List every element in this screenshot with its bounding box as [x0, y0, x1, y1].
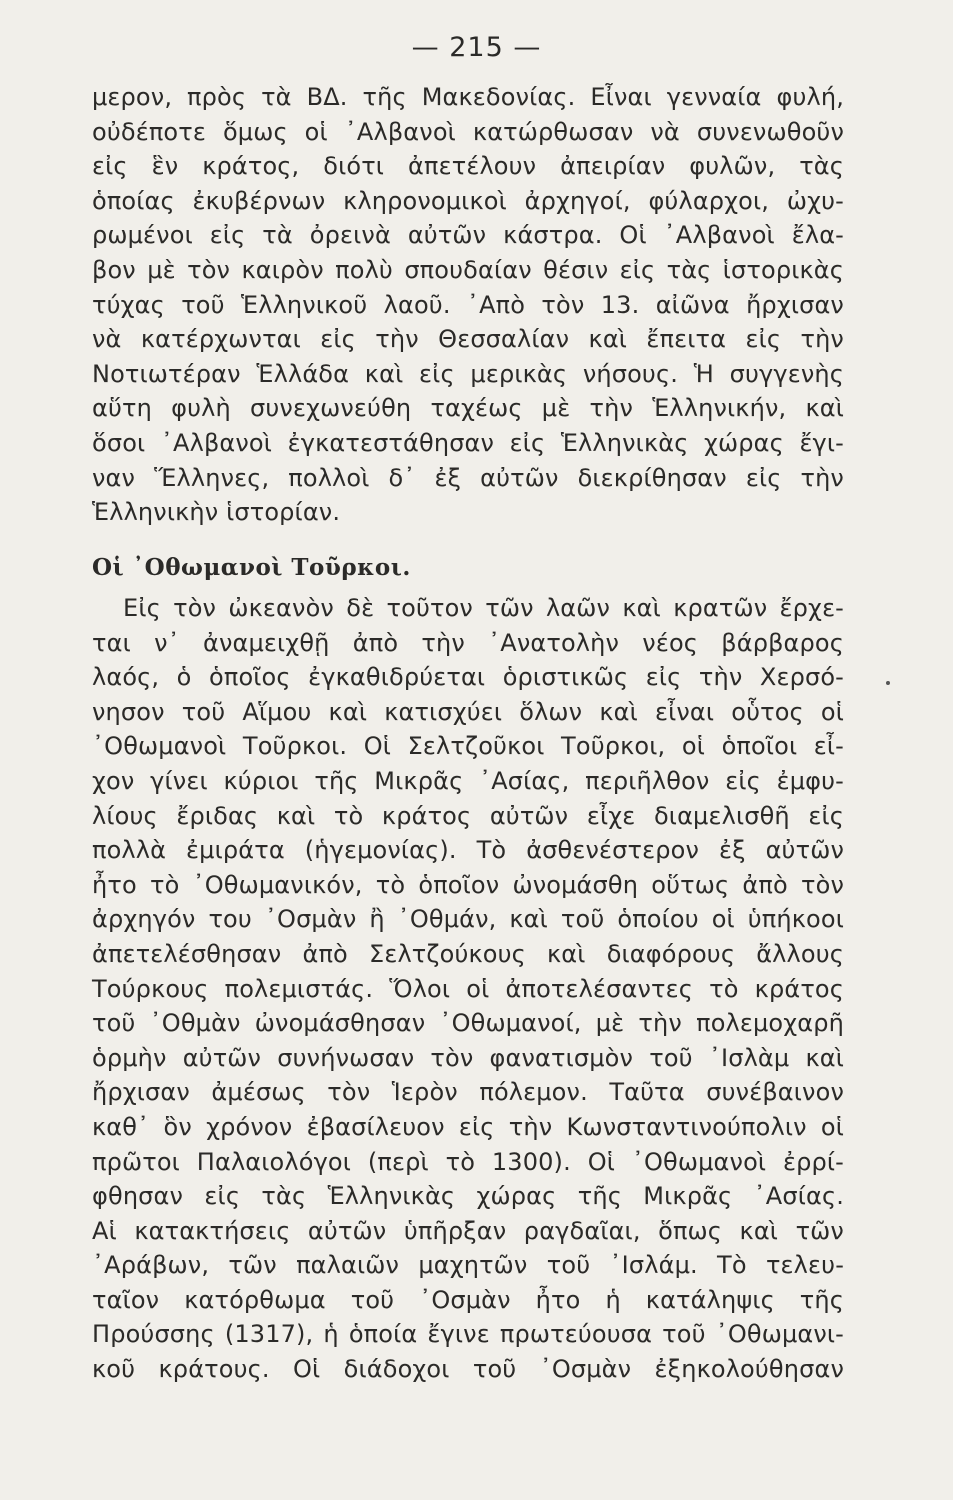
text-line: ὁρμὴν αὐτῶν συνήνωσαν τὸν φανατισμὸν τοῦ ᾿Ισλὰμ καὶ: [92, 1043, 844, 1072]
text-line: νησον τοῦ Αἵμου καὶ κατισχύει ὅλων καὶ εἶναι οὗτος οἱ: [92, 697, 844, 726]
text-line: Νοτιωτέραν Ἑλλάδα καὶ εἰς μερικὰς νήσους. Ἡ συγγενὴς: [92, 359, 844, 388]
paragraph-albanians: [92, 80, 844, 530]
margin-mark: [886, 681, 890, 685]
text-line: λαός, ὁ ὁποῖος ἐγκαθιδρύεται ὁριστικῶς εἰς τὴν Χερσό-: [92, 663, 844, 692]
text-line: Ἑλληνικὴν ἱστορίαν.: [92, 498, 341, 527]
paragraph-ottoman-turks: [92, 591, 844, 1387]
text-line: ᾿Οθωμανοὶ Τοῦρκοι. Οἱ Σελτζοῦκοι Τοῦρκοι, οἱ ὁποῖοι εἶ-: [92, 732, 844, 761]
text-line: ται ν᾿ ἀναμειχθῇ ἀπὸ τὴν ᾿Ανατολὴν νέος βάρβαρος: [92, 628, 844, 657]
text-line: νὰ κατέρχωνται εἰς τὴν Θεσσαλίαν καὶ ἔπειτα εἰς τὴν: [92, 325, 844, 354]
text-line: Τούρκους πολεμιστάς. Ὅλοι οἱ ἀποτελέσαντες τὸ κράτος: [92, 974, 844, 1003]
text-line: εἰς ἓν κράτος, διότι ἀπετέλουν ἀπειρίαν φυλῶν, τὰς: [92, 152, 844, 181]
text-line: ᾿Αράβων, τῶν παλαιῶν μαχητῶν τοῦ ᾿Ισλάμ. Τὸ τελευ-: [92, 1251, 844, 1280]
text-line: Προύσσης (1317), ἡ ὁποία ἔγινε πρωτεύουσα τοῦ ᾿Οθωμανι-: [92, 1320, 844, 1349]
text-line: ρωμένοι εἰς τὰ ὀρεινὰ αὐτῶν κάστρα. Οἱ ᾿Αλβανοὶ ἔλα-: [92, 221, 844, 250]
text-line: ὅσοι ᾿Αλβανοὶ ἐγκατεστάθησαν εἰς Ἑλληνικὰς χώρας ἔγι-: [92, 428, 844, 457]
text-line: οὐδέποτε ὅμως οἱ ᾿Αλβανοὶ κατώρθωσαν νὰ συνενωθοῦν: [92, 117, 844, 146]
text-line: βον μὲ τὸν καιρὸν πολὺ σπουδαίαν θέσιν εἰς τὰς ἱστορικὰς: [92, 255, 844, 284]
text-line: λίους ἔριδας καὶ τὸ κράτος αὐτῶν εἶχε διαμελισθῆ εἰς: [92, 801, 844, 830]
text-line: κοῦ κράτους. Οἱ διάδοχοι τοῦ ᾿Οσμὰν ἐξηκολούθησαν: [92, 1355, 844, 1384]
text-line: ὁποίας ἐκυβέρνων κληρονομικοὶ ἀρχηγοί, φύλαρχοι, ὠχυ-: [92, 186, 844, 215]
text-line: τοῦ ᾿Οθμὰν ὠνομάσθησαν ᾿Οθωμανοί, μὲ τὴν πολεμοχαρῆ: [92, 1009, 844, 1038]
text-line: ἦτο τὸ ᾿Οθωμανικόν, τὸ ὁποῖον ὠνομάσθη οὕτως ἀπὸ τὸν: [92, 870, 844, 899]
text-line: χον γίνει κύριοι τῆς Μικρᾶς ᾿Ασίας, περιῆλθον εἰς ἐμφυ-: [92, 766, 844, 795]
text-line: πρῶτοι Παλαιολόγοι (περὶ τὸ 1300). Οἱ ᾿Οθωμανοὶ ἐρρί-: [92, 1147, 844, 1176]
text-line: ἀπετελέσθησαν ἀπὸ Σελτζούκους καὶ διαφόρους ἄλλους: [92, 939, 844, 968]
text-line: ἤρχισαν ἀμέσως τὸν Ἱερὸν πόλεμον. Ταῦτα συνέβαινον: [92, 1078, 844, 1107]
text-line: μερον, πρὸς τὰ ΒΔ. τῆς Μακεδονίας. Εἶναι γενναία φυλή,: [92, 83, 844, 111]
page-number: — 215 —: [411, 32, 542, 63]
text-line: φθησαν εἰς τὰς Ἑλληνικὰς χώρας τῆς Μικρᾶς ᾿Ασίας.: [92, 1182, 844, 1211]
text-line: Αἱ κατακτήσεις αὐτῶν ὑπῆρξαν ραγδαῖαι, ὅπως καὶ τῶν: [92, 1216, 844, 1245]
section-heading: Οἱ ᾿Οθωμανοὶ Τοῦρκοι.: [92, 554, 411, 581]
text-line: πολλὰ ἐμιράτα (ἡγεμονίας). Τὸ ἀσθενέστερον ἐξ αὐτῶν: [92, 836, 844, 865]
text-line: Εἰς τὸν ὠκεανὸν δὲ τοῦτον τῶν λαῶν καὶ κρατῶν ἔρχε-: [123, 594, 844, 622]
text-line: καθ᾿ ὃν χρόνον ἐβασίλευον εἰς τὴν Κωνσταντινούπολιν οἱ: [92, 1112, 844, 1141]
text-line: τύχας τοῦ Ἑλληνικοῦ λαοῦ. ᾿Απὸ τὸν 13. αἰῶνα ἤρχισαν: [92, 290, 844, 319]
text-line: ἀρχηγόν του ᾿Οσμὰν ἢ ᾿Οθμάν, καὶ τοῦ ὁποίου οἱ ὑπήκοοι: [92, 905, 844, 934]
text-line: ταῖον κατόρθωμα τοῦ ᾿Οσμὰν ἦτο ἡ κατάληψις τῆς: [92, 1285, 844, 1314]
text-line: ναν Ἕλληνες, πολλοὶ δ᾿ ἐξ αὐτῶν διεκρίθησαν εἰς τὴν: [92, 463, 844, 492]
text-line: αὕτη φυλὴ συνεχωνεύθη ταχέως μὲ τὴν Ἑλληνικήν, καὶ: [92, 394, 844, 423]
